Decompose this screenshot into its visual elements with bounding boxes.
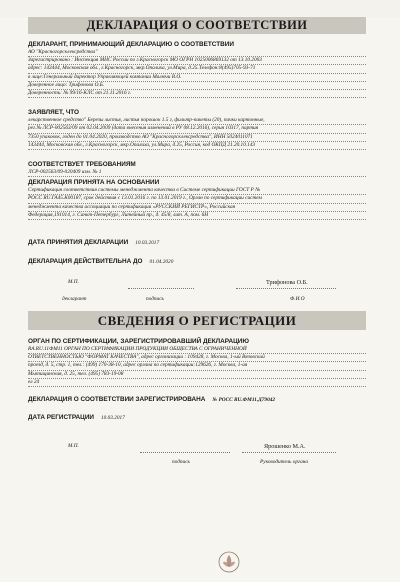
lotus-seal-icon [218, 551, 240, 573]
signature-caption: подпись [172, 459, 190, 466]
stamp-place-label: М.П. [68, 279, 79, 286]
registration-body-line: ел 24 [28, 379, 366, 387]
product-line: лекарственное средство" Березы листья, листья порошок 1.5 г, фильтр-пакеты (20), пачки картонные, [28, 117, 366, 125]
registrar-name: Ярошенко М.А. [264, 443, 306, 451]
basis-line: Федерация,191014, г. Санкт-Петербург, Литейный пр., д. 45/8, лит. А, пом. 6Н [28, 212, 366, 220]
applicant-line: в лице:Генеральный директор Управляющей компании Малючи В.О. [28, 74, 366, 82]
registration-number-value: № РОСС RU.ФМ11.Д79042 [212, 397, 276, 404]
document-title: ДЕКЛАРАЦИЯ О СООТВЕТСТВИИ [28, 17, 366, 34]
signature-line [140, 452, 230, 453]
valid-until-value: 01.04.2020 [149, 259, 174, 266]
applicant-line: адрес: 143444, Московская обл., г.Красногорск, мкр.Опалиха, ул.Мира, д.25.Телефон:8(495)705-93-71 [28, 65, 366, 73]
registration-date [28, 406, 366, 424]
acceptance-date [28, 231, 366, 249]
applicant-line: Зарегистрировано : Инспекция МНС России по г.Красногорск МО ОГРН 1025006869132 от 13.10.2003 [28, 57, 366, 65]
requirements-line: ЛСР-002563/09-020409 изм. № 1 [28, 169, 366, 177]
fio-caption: Ф.И.О [290, 296, 305, 303]
registration-body-heading: ОРГАН ПО СЕРТИФИКАЦИИ, ЗАРЕГИСТРИРОВАВШИЙ ДЕКЛАРАЦИЮ [28, 338, 249, 346]
applicant-line: АО "Красногорсклексредства" [28, 49, 366, 57]
basis-line: менеджмента качества ассоциации по сертификации «РУССКИЙ РЕГИСТР», Российская [28, 204, 366, 212]
valid-until [28, 250, 366, 268]
registrar-position: Руководитель органа [260, 459, 309, 466]
registration-number-label: ДЕКЛАРАЦИЯ О СООТВЕТСТВИИ ЗАРЕГИСТРИРОВАНА [28, 396, 206, 404]
registration-body-line: RA.RU.11ФМ11 ОРГАН ПО СЕРТИФИКАЦИИ ПРОДУКЦИИ ОБЩЕСТВА С ОГРАНИЧЕННОЙ [28, 346, 366, 354]
basis-heading: ДЕКЛАРАЦИЯ ПРИНЯТА НА ОСНОВАНИИ [28, 179, 160, 187]
registration-date-value: 10.03.2017 [101, 415, 125, 422]
registration-body-line: проезд, д. 5, стр. 1, тел.: (499) 170-38-10, адрес органа по сертификации:129626, г. Москва, 1-ая [28, 362, 366, 370]
applicant-line: Доверенность: № 99/16-КЛС от 21.11.2016 г. [28, 90, 366, 98]
name-line [242, 452, 336, 453]
product-line: 7350 упаковок, годен до 01.04.2020, производство АО "Красногорсклексредства", ИНН 5024011071 [28, 134, 366, 142]
stamp-place-label: М.П. [68, 443, 79, 450]
signature-caption: подпись [146, 296, 164, 303]
product-line: рег.№ ЛСР-002563/09 от 02.04.2009 (дата внесения изменений в РУ 08.12.2016), серия 10317, партия [28, 125, 366, 133]
registration-date-label: ДАТА РЕГИСТРАЦИИ [28, 414, 95, 422]
applicant-heading: ДЕКЛАРАНТ, ПРИНИМАЮЩИЙ ДЕКЛАРАЦИЮ О СООТВЕТСТВИИ [28, 41, 234, 48]
acceptance-date-label: ДАТА ПРИНЯТИЯ ДЕКЛАРАЦИИ [28, 239, 129, 247]
registration-title: СВЕДЕНИЯ О РЕГИСТРАЦИИ [28, 311, 366, 330]
declarant-caption: декларант [62, 296, 87, 303]
declares-heading: ЗАЯВЛЯЕТ, ЧТО [28, 109, 80, 117]
product-line: 143444, Московская обл., г.Красногорск, мкр.Опалиха, ул.Мира, д.25, Россия, код ОКПД 21.20.10.143 [28, 142, 366, 150]
declarant-name: Трифонова О.Б. [266, 279, 308, 287]
registration-number [28, 388, 366, 406]
declarant-signature-block [28, 276, 366, 304]
valid-until-label: ДЕКЛАРАЦИЯ ДЕЙСТВИТЕЛЬНА ДО [28, 258, 143, 266]
signature-line [128, 288, 194, 289]
basis-line: Сертификация соответствия системы менеджмента качества в Системе сертификации ГОСТ Р № [28, 187, 366, 195]
registrar-signature-block [28, 438, 366, 468]
requirements-heading: СООТВЕТСТВУЕТ ТРЕБОВАНИЯМ [28, 161, 136, 169]
name-line [236, 288, 336, 289]
applicant-line: Доверенное лицо: Трифонова О.Б. [28, 82, 366, 90]
declaration-page [0, 17, 400, 582]
registration-body-line: ОТВЕТСТВЕННОСТЬЮ "ФОРМАТ КАЧЕСТВА", адрес организации : 109428, г. Москва, 1-ый Вязовский [28, 354, 366, 362]
basis-line: РОСС RU.ГА45.К00187, срок действия с 13.01.2016 г. по 13.01.2019 г., Орган по сертификации систем [28, 195, 366, 203]
acceptance-date-value: 10.03.2017 [135, 240, 160, 247]
registration-body-line: Мытищинская, д. 25, тел. (495) 783-19-08 [28, 371, 366, 379]
